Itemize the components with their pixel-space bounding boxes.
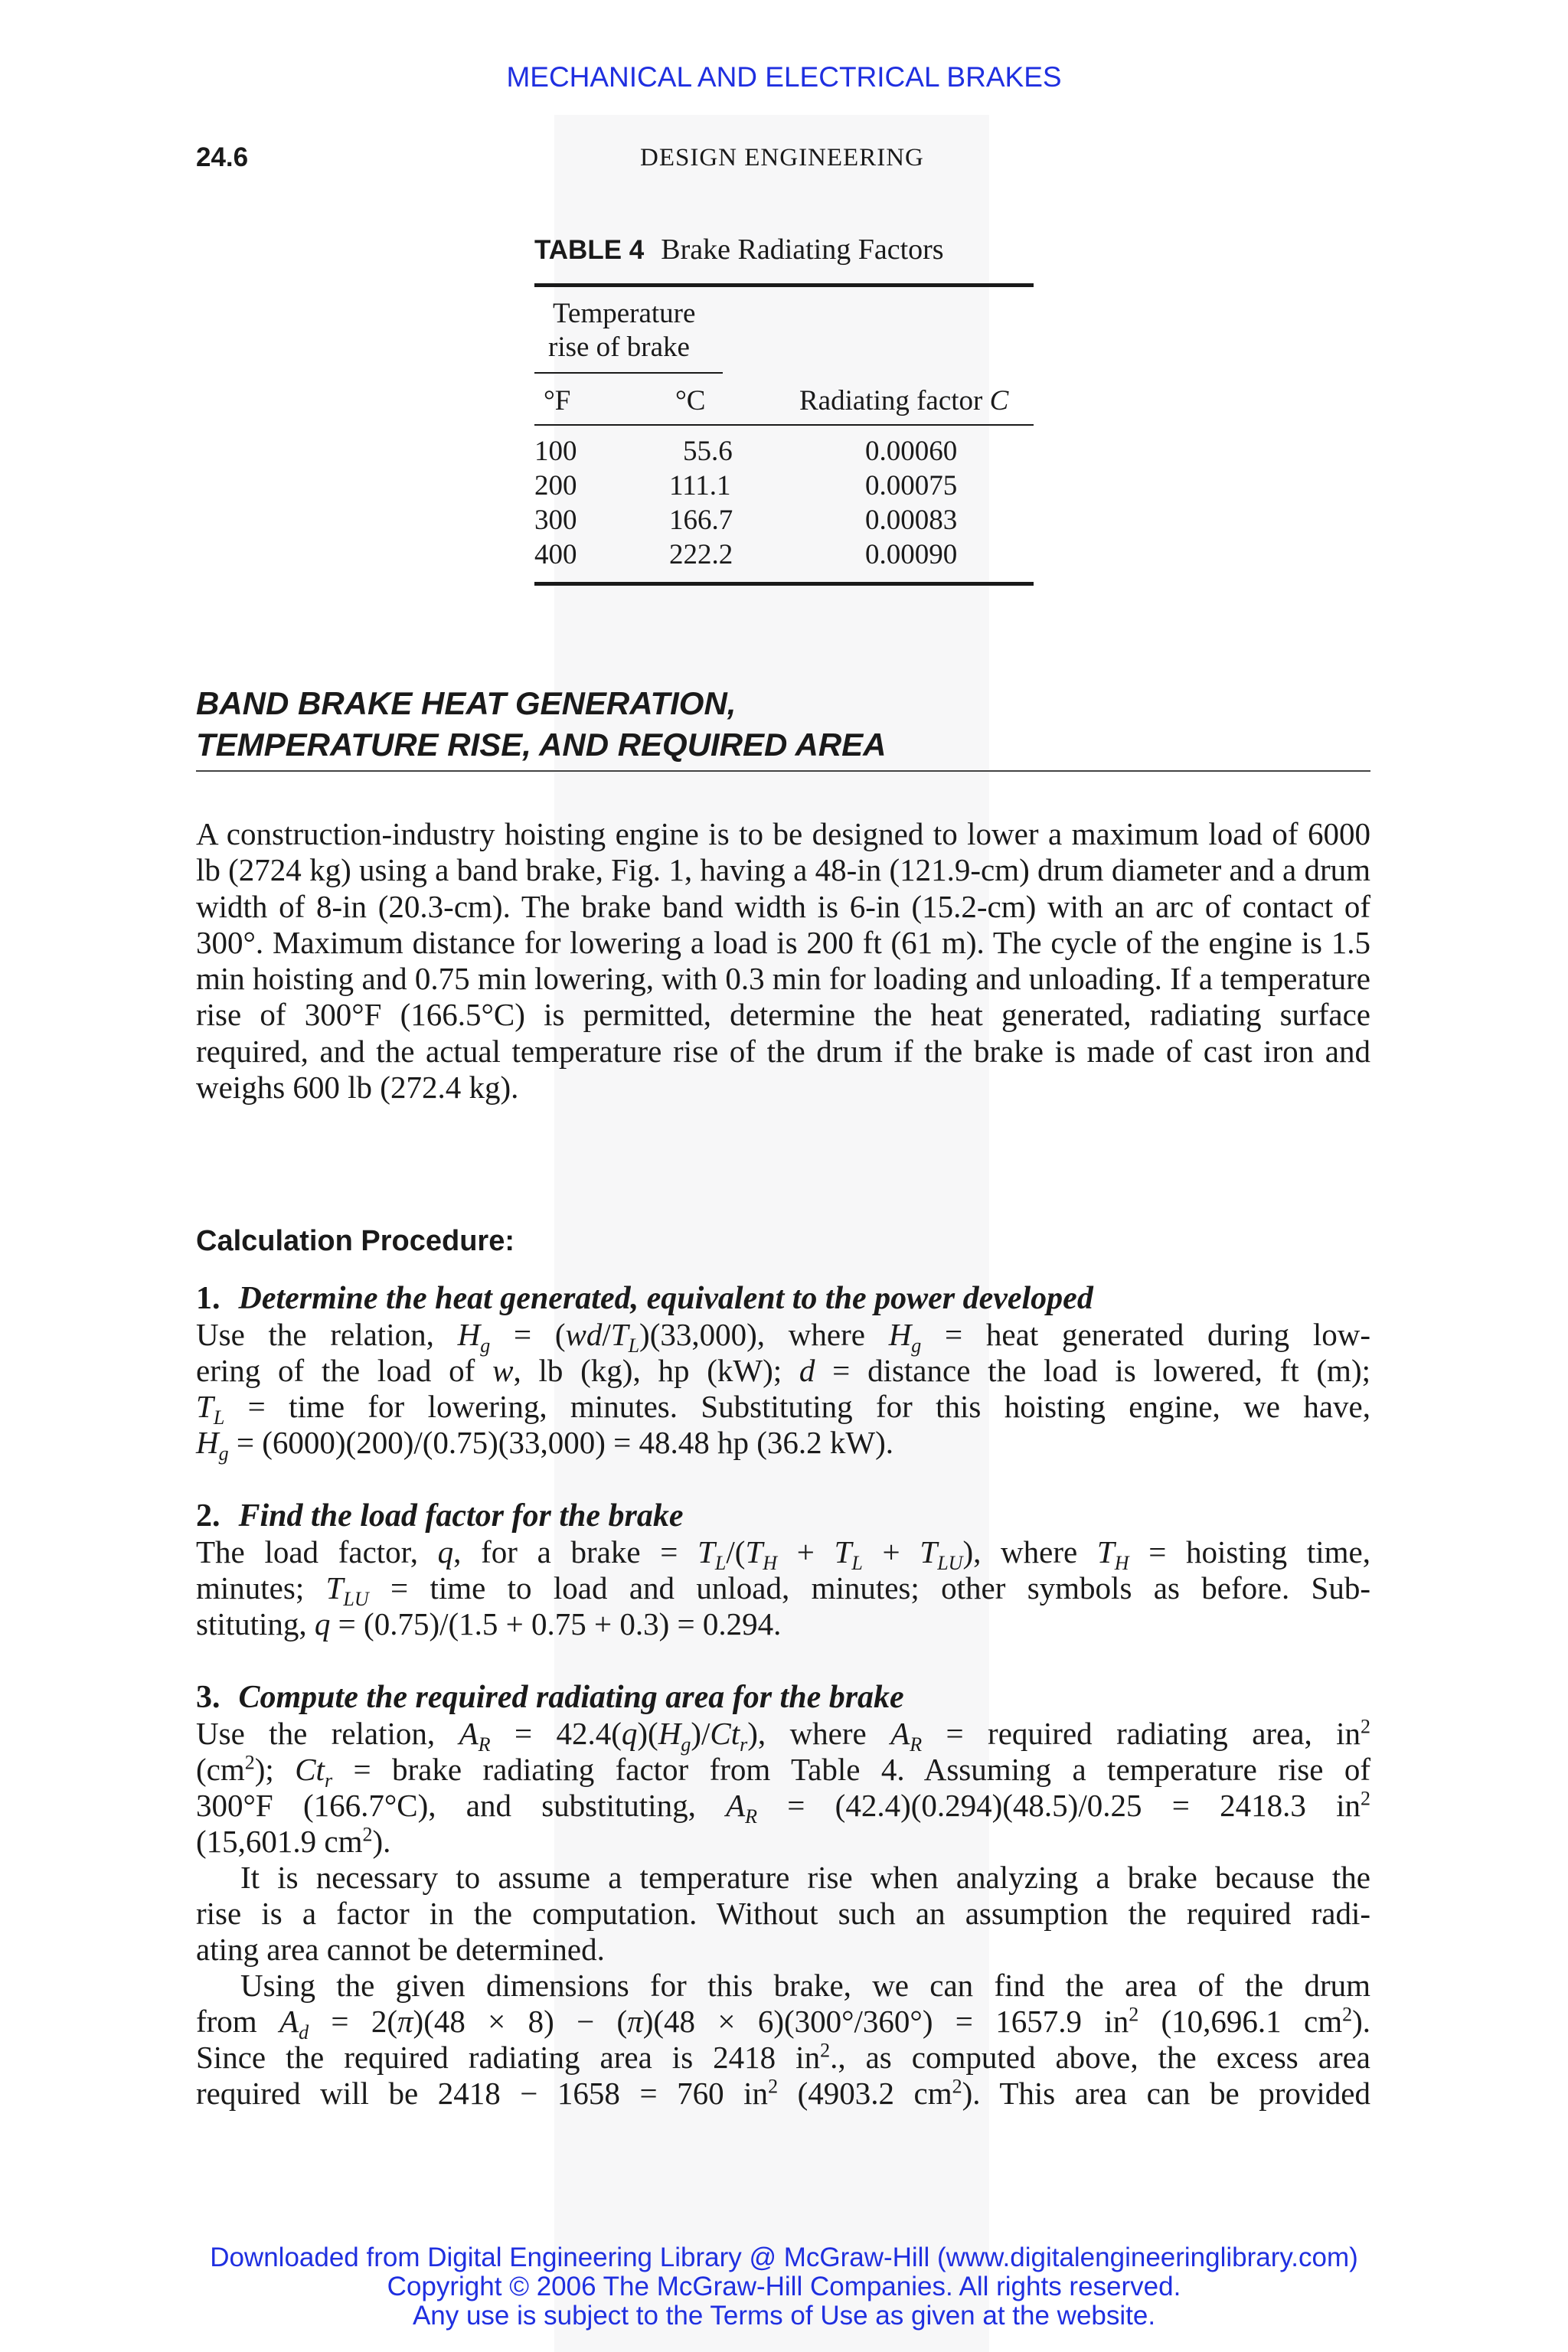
footer-terms: Any use is subject to the Terms of Use as given at the website. — [412, 2301, 1156, 2331]
table-header-c: °C — [675, 385, 706, 416]
drum-area-line-1: Using the given dimensions for this brake, we can find the area of the drum — [240, 1968, 1370, 2003]
table-cell-factor: 0.00060 — [865, 436, 958, 467]
table-header-f: °F — [544, 385, 571, 416]
step-2-line-1: The load factor, q, for a brake = $T_L/(T_H + T_L + T_{LU})$, where $T_H$ = hoisting time, — [196, 1534, 1371, 1575]
step-2-line-2: minutes; $T_{LU}$ = time to load and unload, minutes; other symbols as before. Sub- — [196, 1570, 1371, 1611]
assumption-line-1: It is necessary to assume a temperature rise when analyzing a brake because the — [240, 1860, 1370, 1895]
table-group-rule — [534, 372, 723, 374]
table-group-header-line1: Temperature — [553, 298, 696, 329]
table-cell-f: 100 — [534, 436, 577, 467]
assumption-line-2: rise is a factor in the computation. Without such an assumption the required radi- — [196, 1896, 1370, 1931]
step-3-line-2: $(cm^2)$; $Ct_r$ = brake radiating factor from Table 4. Assuming a temperature rise of — [196, 1751, 1370, 1792]
table-header-rule — [534, 424, 1034, 426]
table-cell-factor: 0.00075 — [865, 470, 958, 501]
table-top-rule — [534, 283, 1034, 287]
assumption-line-3: ating area cannot be determined. — [196, 1932, 605, 1967]
page-number: 24.6 — [196, 142, 249, 172]
step-3-line-3: 300°F (166.7°C), and substituting, $A_R = (42.4)(0.294)(48.5)/0.25 = 2418.3$ $in^2$ — [196, 1787, 1371, 1828]
table-label: TABLE 4 — [534, 235, 645, 265]
drum-area-line-3: Since the required radiating area is 2418 $in^2$., as computed above, the excess area — [196, 2039, 1370, 2075]
step-1-line-3: $T_L$ = time for lowering, minutes. Substituting for this hoisting engine, we have, — [196, 1389, 1370, 1429]
table-cell-c: 222.2 — [669, 539, 733, 570]
table-title: Brake Radiating Factors — [661, 234, 944, 266]
drum-area-line-2: from $A_d = 2(\pi)(48 \times 8) - (\pi)(48 \times 6)(300^\circ/360^\circ) = 1657.9$ $in^2$ (10,696.1 $cm^2$). — [196, 2003, 1370, 2044]
running-head: MECHANICAL AND ELECTRICAL BRAKES — [506, 61, 1062, 93]
footer-download-link[interactable]: Downloaded from Digital Engineering Library @ McGraw-Hill (www.digitalengineeringlibrary.com) — [210, 2243, 1358, 2272]
problem-paragraph: A construction-industry hoisting engine is to be designed to lower a maximum load of 6000 lb (2724 kg) using a band brake, Fig. 1, having a 48-in (121.9-cm) drum diameter and a drum width of 8-in (20.3-cm). The brake band width is 6-in (15.2-cm) with an arc of contact of 300°. Maximum distance for lowering a load is 200 ft (61 m). The cycle of the engine is 1.5 min hoisting and 0.75 min lowering, with 0.3 min for loading and unloading. If a temperature rise of 300°F (166.5°C) is permitted, determine the heat generated, radiating surface required, and the actual temperature rise of the drum if the brake is made of cast iron and weighs 600 lb (272.4 kg). — [196, 816, 1370, 1106]
calculation-heading: Calculation Procedure: — [196, 1225, 514, 1257]
step-1-line-1: Use the relation, $H_g = (wd/T_L)(33,000)$, where $H_g$ = heat generated during low- — [196, 1317, 1371, 1357]
table-cell-f: 200 — [534, 470, 577, 501]
page-section-title: DESIGN ENGINEERING — [640, 144, 924, 172]
step-1-heading: 1. Determine the heat generated, equivalent to the power developed — [196, 1281, 1093, 1316]
step-2-heading: 2. Find the load factor for the brake — [196, 1498, 684, 1534]
step-2-line-3: stituting, q = (0.75)/(1.5 + 0.75 + 0.3) = 0.294. — [196, 1606, 782, 1642]
step-1-line-2: ering of the load of w, lb (kg), hp (kW); d = distance the load is lowered, ft (m); — [196, 1353, 1370, 1388]
step-1-line-4: $H_g = (6000)(200)/(0.75)(33,000) = 48.48$ hp (36.2 kW). — [196, 1425, 893, 1465]
footer-copyright: Copyright © 2006 The McGraw-Hill Companies. All rights reserved. — [387, 2272, 1181, 2301]
table-caption — [534, 233, 944, 266]
table-cell-factor: 0.00083 — [865, 505, 958, 536]
step-3-line-4: (15,601.9 $cm^2$). — [196, 1823, 391, 1859]
table-group-header-line2: rise of brake — [548, 332, 690, 363]
table-cell-c: 55.6 — [683, 436, 733, 467]
table-header-factor: Radiating factor C — [799, 385, 1009, 416]
section-title-rule — [196, 770, 1370, 772]
table-cell-factor: 0.00090 — [865, 539, 958, 570]
download-footer — [0, 2243, 1568, 2331]
table-cell-c: 166.7 — [669, 505, 733, 536]
section-title: BAND BRAKE HEAT GENERATION, TEMPERATURE RISE, AND REQUIRED AREA — [196, 685, 887, 763]
step-3-heading: 3. Compute the required radiating area for the brake — [196, 1680, 904, 1715]
drum-area-line-4: required will be 2418 − 1658 = 760 $in^2$ (4903.2 $cm^2$). This area can be provided — [196, 2075, 1370, 2111]
table-cell-c: 111.1 — [669, 470, 731, 501]
table-bottom-rule — [534, 582, 1034, 586]
table-cell-f: 300 — [534, 505, 577, 536]
table-cell-f: 400 — [534, 539, 577, 570]
step-3-line-1: Use the relation, $A_R = 42.4(q)(H_g)/Ct_r$), where $A_R$ = required radiating area, $in^2$ — [196, 1715, 1371, 1756]
